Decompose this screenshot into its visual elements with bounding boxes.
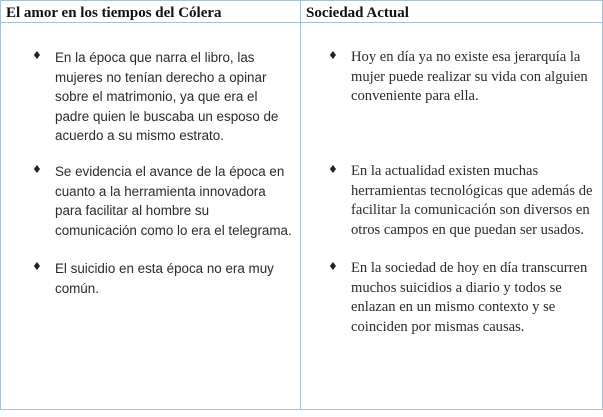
diamond-bullet-icon: ♦ bbox=[32, 49, 42, 62]
right-item-text: En la sociedad de hoy en día transcurren muchos suicidios a diario y todos se enlazan en un mismo contexto y se coinciden por mismas causas. bbox=[351, 260, 588, 335]
right-cell bbox=[301, 23, 603, 410]
diamond-bullet-icon: ♦ bbox=[328, 260, 338, 273]
list-item bbox=[1, 259, 292, 298]
diamond-bullet-icon: ♦ bbox=[32, 260, 42, 273]
right-item-text: En la actualidad existen muchas herramientas tecnológicas que además de facilitar la comunicación son diversos en otros campos en que puedan ser usados. bbox=[351, 163, 593, 238]
list-item bbox=[1, 48, 292, 146]
table-header-row bbox=[1, 1, 603, 23]
diamond-bullet-icon: ♦ bbox=[32, 163, 42, 176]
list-item bbox=[1, 162, 292, 240]
diamond-bullet-icon: ♦ bbox=[328, 163, 338, 176]
left-item-text: El suicidio en esta época no era muy común. bbox=[55, 261, 274, 296]
right-item-text: Hoy en día ya no existe esa jerarquía la mujer puede realizar su vida con alguien conveniente para ella. bbox=[351, 49, 588, 104]
header-left: El amor en los tiempos del Cólera bbox=[1, 1, 301, 23]
list-item bbox=[301, 162, 594, 240]
left-item-text: Se evidencia el avance de la época en cuanto a la herramienta innovadora para facilitar al hombre su comunicación como lo era el telegrama. bbox=[55, 164, 292, 238]
list-item bbox=[301, 48, 594, 107]
table-body-row bbox=[1, 23, 603, 410]
left-item-text: En la época que narra el libro, las mujeres no tenían derecho a opinar sobre el matrimonio, ya que era el padre quien le buscaba un esposo de acuerdo a su mismo estrato. bbox=[55, 50, 279, 143]
diamond-bullet-icon: ♦ bbox=[328, 49, 338, 62]
header-right: Sociedad Actual bbox=[301, 1, 603, 23]
list-item bbox=[301, 259, 594, 337]
left-cell bbox=[1, 23, 301, 410]
